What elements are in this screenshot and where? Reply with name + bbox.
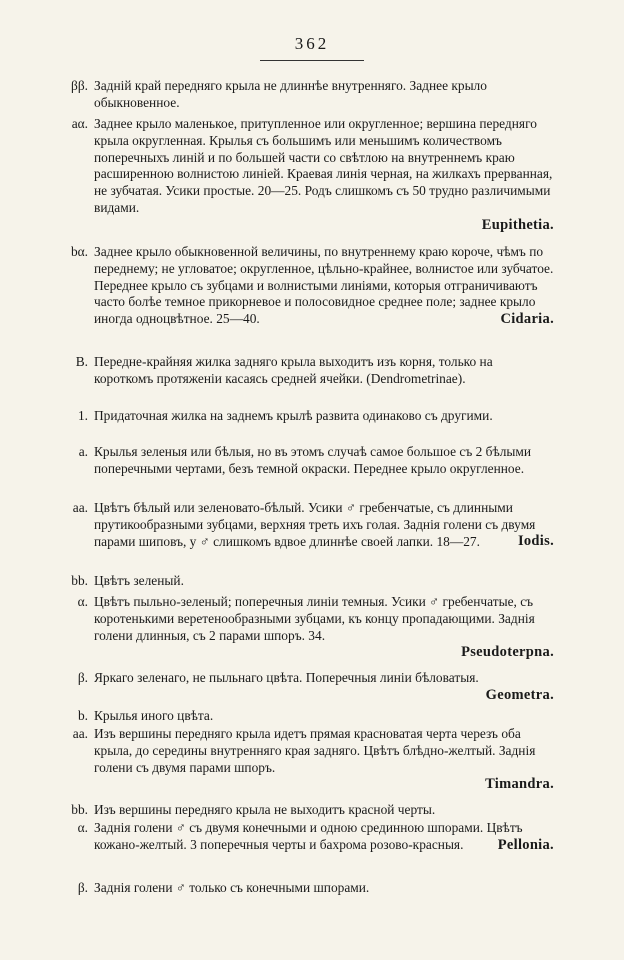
entry-marker: α. bbox=[77, 594, 88, 609]
entry-text: Придаточная жилка на заднемъ крылѣ развита одинаково съ другими. bbox=[94, 408, 493, 423]
entry-marker: B. bbox=[75, 354, 88, 369]
entry-marker: bb. bbox=[71, 573, 88, 588]
entry-marker: bb. bbox=[71, 802, 88, 817]
entry-text: Задній край передняго крыла не длиннѣе внутренняго. Заднее крыло обыкновенное. bbox=[94, 78, 487, 110]
entry-text: Цвѣтъ зеленый. bbox=[94, 573, 184, 588]
key-entry bbox=[60, 116, 554, 234]
key-entry bbox=[60, 78, 554, 112]
entry-marker: β. bbox=[77, 670, 88, 685]
entry-marker: ββ. bbox=[71, 78, 88, 93]
key-entry bbox=[60, 670, 554, 704]
key-entry bbox=[60, 408, 554, 425]
entry-text: Заднее крыло обыкновенной величины, по внутреннему краю короче, чѣмъ по переднему; не угловатое; округленное, цѣльно-крайнее, волнистое или зубчатое. Переднее крыло съ зубцами и волнистыми линіями, которыя отграничиваютъ часто болѣе темное прикорневое и полосовидное среднее поле; заднее крыло иногда одноцвѣтное. 25—40. bbox=[94, 244, 554, 327]
key-entry bbox=[60, 802, 554, 819]
key-entry bbox=[60, 726, 554, 793]
header-rule bbox=[260, 60, 364, 61]
page-number: 362 bbox=[294, 34, 330, 53]
entry-marker: 1. bbox=[77, 408, 88, 423]
genus-name: Pellonia. bbox=[497, 836, 554, 853]
entry-text: Яркаго зеленаго, не пыльнаго цвѣта. Поперечныя линіи бѣловатыя. bbox=[94, 670, 479, 685]
entry-marker: b. bbox=[77, 708, 88, 723]
key-entry bbox=[60, 820, 554, 854]
entry-marker: aα. bbox=[71, 116, 88, 131]
key-entry bbox=[60, 244, 554, 328]
genus-name: Iodis. bbox=[517, 533, 554, 550]
entry-text: Крылья иного цвѣта. bbox=[94, 708, 214, 723]
entry-marker: β. bbox=[77, 880, 88, 895]
entry-marker: α. bbox=[77, 820, 88, 835]
key-entry bbox=[60, 708, 554, 725]
entry-text: Крылья зеленыя или бѣлыя, но въ этомъ случаѣ самое большое съ 2 бѣлыми поперечными чертами, безъ темной окраски. Переднее крыло округленное. bbox=[94, 444, 532, 476]
entry-marker: aa. bbox=[72, 726, 88, 741]
entry-marker: bα. bbox=[70, 244, 88, 259]
entry-text: Цвѣтъ пыльно-зеленый; поперечныя линіи темныя. Усики ♂ гребенчатые, съ коротенькими веретенообразными зубцами, къ концу пропадающими. Заднія голени длинныя, съ 2 парами шпоръ. 34. bbox=[94, 594, 535, 643]
entry-text: Заднія голени ♂ только съ конечными шпорами. bbox=[94, 880, 370, 895]
key-entry bbox=[60, 500, 554, 550]
entry-marker: aa. bbox=[72, 500, 88, 515]
key-entry bbox=[60, 444, 554, 478]
genus-name: Geometra. bbox=[485, 686, 554, 703]
key-entry bbox=[60, 354, 554, 388]
genus-name: Pseudoterpna. bbox=[461, 644, 554, 661]
genus-name: Eupithetia. bbox=[481, 216, 554, 233]
key-entry bbox=[60, 880, 554, 897]
entry-marker: a. bbox=[78, 444, 88, 459]
key-entry bbox=[60, 573, 554, 590]
entry-text: Заднія голени ♂ съ двумя конечными и одною срединною шпорами. Цвѣтъ кожано-желтый. 3 поперечныя черты и бахрома розово-красныя. bbox=[94, 820, 523, 852]
genus-name: Cidaria. bbox=[500, 310, 554, 327]
entry-text: Цвѣтъ бѣлый или зеленовато-бѣлый. Усики ♂ гребенчатые, съ длинными прутикообразными зубцами, верхняя треть ихъ голая. Заднія голени съ двумя парами шиповъ, у ♂ слишкомъ вдвое длиннѣе своей лапки. 18—27. bbox=[94, 500, 536, 549]
entry-text: Изъ вершины передняго крыла идетъ прямая красноватая черта черезъ оба крыла, до середины внутренняго края задняго. Цвѣтъ блѣдно-желтый. Заднія голени съ двумя парами шпоръ. bbox=[94, 726, 536, 775]
entry-text: Передне-крайняя жилка задняго крыла выходитъ изъ корня, только на короткомъ протяженіи касаясь средней ячейки. (Dendrometrinae). bbox=[94, 354, 493, 386]
genus-name: Timandra. bbox=[485, 776, 554, 793]
entry-text: Заднее крыло маленькое, притупленное или округленное; вершина передняго крыла округленная. Крылья съ большимъ или меньшимъ количествомъ поперечныхъ линій и по большей части со свѣтлою на внутреннемъ краю расширенною волнистою линіей. Краевая линія черная, на жилкахъ прерванная, не зубчатая. Усики простые. 20—25. Родъ слишкомъ съ 50 трудно различимыми видами. bbox=[94, 116, 553, 215]
key-entry bbox=[60, 594, 554, 661]
entry-text: Изъ вершины передняго крыла не выходитъ красной черты. bbox=[94, 802, 436, 817]
